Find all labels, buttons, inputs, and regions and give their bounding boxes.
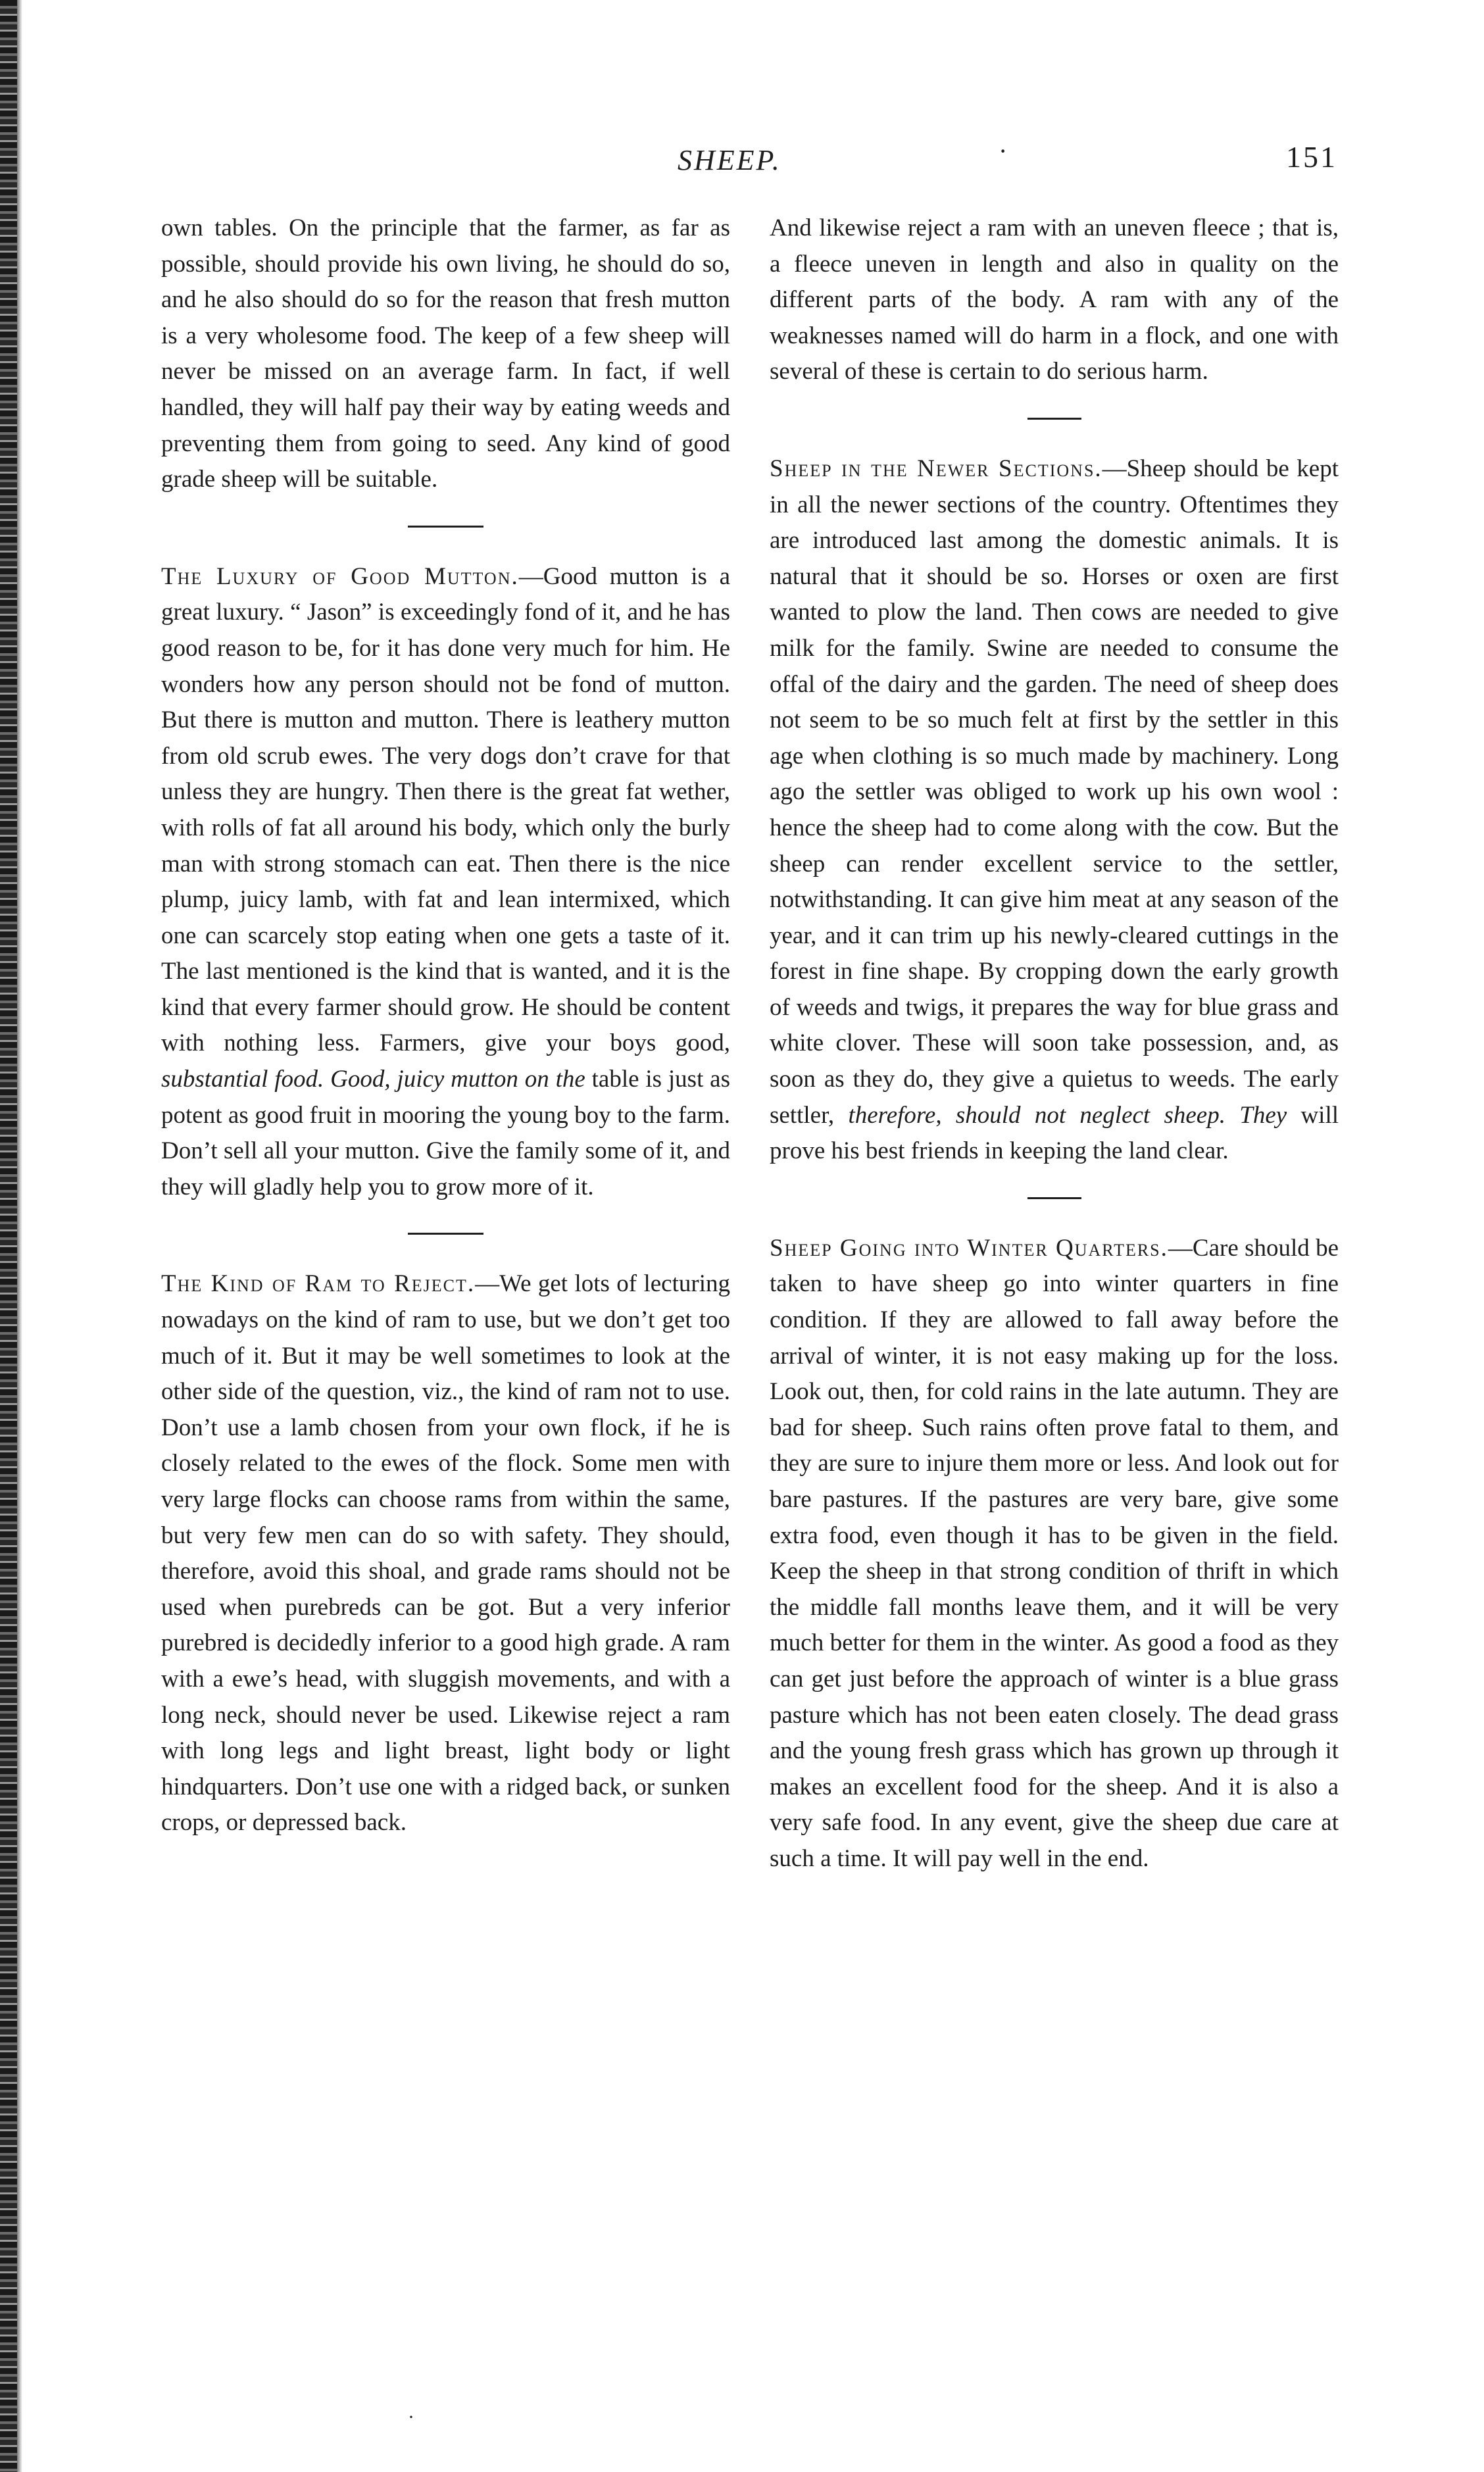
italic-text: therefore, should not neglect sheep. They <box>848 1101 1287 1129</box>
bottom-dot: · <box>408 2406 414 2428</box>
article-title: The Kind of Ram to Reject. <box>161 1270 476 1298</box>
section-divider <box>1027 418 1081 420</box>
paragraph-reject-ram-fleece: And likewise reject a ram with an uneven fleece ; that is, a fleece uneven in length and also in quality on the different parts of the body. A ram with any of the weaknesses named will do harm in a flock, and one with several of these is certain to do serious harm. <box>770 214 1339 385</box>
title-dash: — <box>475 1270 500 1298</box>
article-title: Sheep Going into Winter Quarters. <box>770 1234 1168 1262</box>
section-divider <box>408 1233 483 1235</box>
article-body: Sheep should be kept in all the newer sections of the country. Oftentimes they are introduced last among the domestic animals. It is natural that it should be so. Horses or oxen are first wanted to plow the land. Then cows are needed to give milk for the family. Swine are needed to consume the offal of the dairy and the garden. The need of sheep does not seem to be so much felt at first by the settler in this age when clothing is so much made by machinery. Long ago the settler was obliged to work up his own wool : hence the sheep had to come along with the cow. But the sheep can render excellent service to the settler, notwithstanding. It can give him meat at any season of the year, and it can trim up his newly-cleared cuttings in the forest in fine shape. By cropping down the early growth of weeds and twigs, it prepares the way for blue grass and white clover. These will soon take possession, and, as soon as they do, they give a quietus to weeds. The early settler, <box>770 455 1339 1129</box>
running-head: SHEEP. <box>678 144 781 176</box>
article-kind-of-ram-to-reject <box>161 1266 730 1841</box>
book-binding-edge <box>0 0 17 2472</box>
paragraph-own-tables: own tables. On the principle that the farmer, as far as possible, should provide his own living, he should do so, and he also should do so for the reason that fresh mutton is a very wholesome food. The keep of a few sheep will never be missed on an average farm. In fact, if well handled, they will half pay their way by eating weeds and preventing them from going to seed. Any kind of good grade sheep will be suitable. <box>161 214 730 493</box>
article-body: Good mutton is a great luxury. “ Jason” is exceedingly fond of it, and he has good reason to be, for it has done very much for him. He wonders how any person should not be fond of mutton. But there is mutton and mutton. There is leathery mutton from old scrub ewes. The very dogs don’t crave for that unless they are hungry. Then there is the great fat wether, with rolls of fat all around his body, which only the burly man with strong stomach can eat. Then there is the nice plump, juicy lamb, with fat and lean intermixed, which one can scarcely stop eating when one gets a taste of it. The last mentioned is the kind that is wanted, and it is the kind that every farmer should grow. He should be content with nothing less. Farmers, give your boys good, <box>161 562 730 1057</box>
title-dash: — <box>518 562 543 590</box>
title-dash: — <box>1102 455 1127 482</box>
article-body: —Care should be taken to have sheep go into winter quarters in fine condition. If they are allowed to fall away before the arrival of winter, it is not easy making up for the loss. Look out, then, for cold rains in the late autumn. They are bad for sheep. Such rains often prove fatal to them, and they are sure to injure them more or less. And look out for bare pastures. If the pastures are very bare, give some extra food, even though it has to be given in the field. Keep the sheep in that strong condition of thrift in which the middle fall months leave them, and it will be very much better for them in the winter. As good a food as they can get just before the approach of winter is a blue grass pasture which has not been eaten closely. The dead grass and the young fresh grass which has grown up through it makes an excellent food for the sheep. And it is also a very safe food. In any event, give the sheep due care at such a time. It will pay well in the end. <box>770 1234 1339 1872</box>
header-dot: · <box>999 136 1008 166</box>
article-body-end: will prove his best friends in keeping the land clear. <box>770 1101 1339 1165</box>
italic-text: substantial food. Good, juicy mutton on the <box>161 1066 585 1093</box>
binding-shadow <box>17 0 22 2472</box>
article-sheep-going-into-winter-quarters <box>770 1231 1339 1877</box>
article-sheep-in-newer-sections <box>770 451 1339 1170</box>
section-divider <box>408 526 483 528</box>
article-body-end: table is just as potent as good fruit in mooring the young boy to the farm. Don’t sell all your mutton. Give the family some of it, and they will gladly help you to grow more of it. <box>161 1066 730 1200</box>
article-luxury-of-good-mutton <box>161 559 730 1206</box>
section-divider <box>1027 1197 1081 1199</box>
article-body: We get lots of lecturing nowadays on the kind of ram to use, but we don’t get too much of it. But it may be well sometimes to look at the other side of the question, viz., the kind of ram not to use. Don’t use a lamb chosen from your own flock, if he is closely related to the ewes of the flock. Some men with very large flocks can choose rams from within the same, but very few men can do so with safety. They should, therefore, avoid this shoal, and grade rams should not be used when purebreds can be got. But a very inferior purebred is decidedly inferior to a good high grade. A ram with a ewe’s head, with sluggish movements, and with a long neck, should never be used. Likewise reject a ram with long legs and light breast, light body or light hindquarters. Don’t use one with a ridged back, or sunken crops, or depressed back. <box>161 1270 730 1837</box>
right-column <box>770 210 1339 1877</box>
article-title: The Luxury of Good Mutton. <box>161 562 519 590</box>
page-number: 151 <box>1286 140 1337 174</box>
article-title: Sheep in the Newer Sections. <box>770 455 1102 482</box>
left-column <box>161 210 730 1841</box>
